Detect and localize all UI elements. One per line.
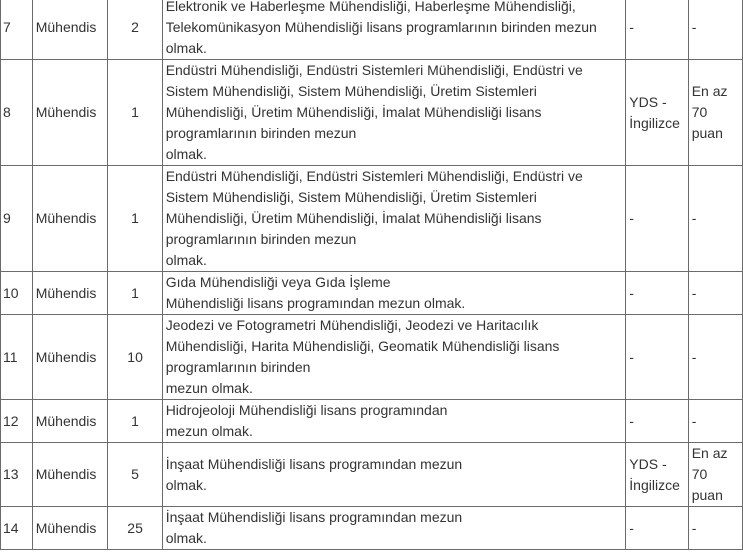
table-row [1,400,743,443]
minimum-score [688,400,742,443]
education-requirement-line: Mühendisliği, Üretim Mühendisliği, İmalat Mühendisliği lisans [165,104,542,120]
education-requirement-line: Endüstri Mühendisliği, Endüstri Sistemleri Mühendisliği, Endüstri ve [165,168,583,184]
education-requirement-line: olmak. [165,530,207,546]
position-count: 5 [108,443,162,507]
row-number: 7 [1,0,33,60]
row-number: 14 [1,507,33,550]
table-row [1,0,743,60]
education-requirement-line: Elektronik ve Haberleşme Mühendisliği, Haberleşme Mühendisliği, [165,0,576,14]
minimum-score-line: puan [691,125,723,141]
education-requirement [162,507,626,550]
education-requirement [162,0,626,60]
minimum-score [688,315,742,400]
language-exam-line: - [629,284,634,301]
education-requirement-line: Sistem Mühendisliği, Sistem Mühendisliği, Üretim Sistemleri [165,83,537,99]
language-exam [626,166,688,272]
position-title: Mühendis [32,0,108,60]
minimum-score [688,272,742,315]
education-requirement-line: mezun olmak. [165,380,253,396]
education-requirement [162,60,626,166]
position-count: 10 [108,315,162,400]
language-exam-line: İngilizce [629,476,680,493]
education-requirement-line: İnşaat Mühendisliği lisans programından mezun [165,455,463,472]
language-exam [626,272,688,315]
education-requirement [162,166,626,272]
education-requirement-line: programlarının birinden mezun [165,231,357,247]
position-title: Mühendis [32,315,108,400]
education-requirement-line: programlarının birinden mezun [165,125,357,141]
position-title: Mühendis [32,272,108,315]
minimum-score-line: - [691,284,697,301]
education-requirement-line: Mühendisliği, Harita Mühendisliği, Geomatik Mühendisliği lisans [165,338,560,354]
education-requirement [162,443,626,507]
minimum-score-line: - [691,412,697,429]
table-row [1,60,743,166]
language-exam [626,60,688,166]
position-title: Mühendis [32,507,108,550]
language-exam-line: YDS - [629,93,667,110]
minimum-score [688,0,742,60]
table-row [1,315,743,400]
minimum-score-line: En az [691,445,728,461]
table-row [1,507,743,550]
language-exam-line: - [629,519,634,536]
language-exam [626,507,688,550]
language-exam-line: - [629,210,634,226]
language-exam [626,443,688,507]
education-requirement-line: Telekomünikasyon Mühendisliği lisans programlarının birinden mezun [165,19,597,35]
position-count: 1 [108,60,162,166]
position-title: Mühendis [32,166,108,272]
minimum-score [688,166,742,272]
education-requirement-line: olmak. [165,252,207,268]
row-number: 11 [1,315,33,400]
education-requirement-line: Endüstri Mühendisliği, Endüstri Sistemleri Mühendisliği, Endüstri ve [165,62,583,78]
language-exam [626,400,688,443]
minimum-score-line: - [691,348,697,365]
minimum-score-line: En az [691,83,728,99]
language-exam [626,0,688,60]
minimum-score [688,507,742,550]
education-requirement-line: olmak. [165,40,207,56]
education-requirement [162,315,626,400]
education-requirement [162,272,626,315]
position-count: 1 [108,272,162,315]
minimum-score-line: - [691,19,697,35]
language-exam-line: - [629,19,634,35]
education-requirement-line: olmak. [165,476,207,493]
table-body [1,0,743,550]
minimum-score-line: 70 [691,104,708,120]
minimum-score-line: - [691,519,697,536]
table-row [1,272,743,315]
position-count: 25 [108,507,162,550]
language-exam [626,315,688,400]
row-number: 12 [1,400,33,443]
table-row [1,166,743,272]
education-requirement-line: Sistem Mühendisliği, Sistem Mühendisliği, Üretim Sistemleri [165,189,537,205]
position-title: Mühendis [32,60,108,166]
table-row [1,443,743,507]
language-exam-line: İngilizce [629,114,680,131]
position-count: 1 [108,166,162,272]
minimum-score-line: puan [691,487,723,503]
education-requirement-line: Jeodezi ve Fotogrametri Mühendisliği, Jeodezi ve Haritacılık [165,317,539,333]
position-count: 2 [108,0,162,60]
language-exam-line: - [629,412,634,429]
education-requirement-line: mezun olmak. [165,423,253,439]
position-count: 1 [108,400,162,443]
minimum-score-line: 70 [691,466,708,482]
row-number: 9 [1,166,33,272]
education-requirement-line: Mühendisliği, Üretim Mühendisliği, İmalat Mühendisliği lisans [165,210,542,226]
minimum-score [688,60,742,166]
position-title: Mühendis [32,443,108,507]
row-number: 8 [1,60,33,166]
education-requirement [162,400,626,443]
minimum-score-line: - [691,210,697,226]
education-requirement-line: programlarının birinden [165,359,311,375]
language-exam-line: YDS - [629,455,667,472]
minimum-score [688,443,742,507]
row-number: 10 [1,272,33,315]
language-exam-line: - [629,348,634,365]
education-requirement-line: Mühendisliği lisans programından mezun olmak. [165,295,466,311]
position-title: Mühendis [32,400,108,443]
education-requirement-line: Hidrojeoloji Mühendisliği lisans programından [165,402,448,418]
row-number: 13 [1,443,33,507]
education-requirement-line: İnşaat Mühendisliği lisans programından mezun [165,509,463,525]
education-requirement-line: olmak. [165,146,207,162]
education-requirement-line: Gıda Mühendisliği veya Gıda İşleme [165,274,391,290]
